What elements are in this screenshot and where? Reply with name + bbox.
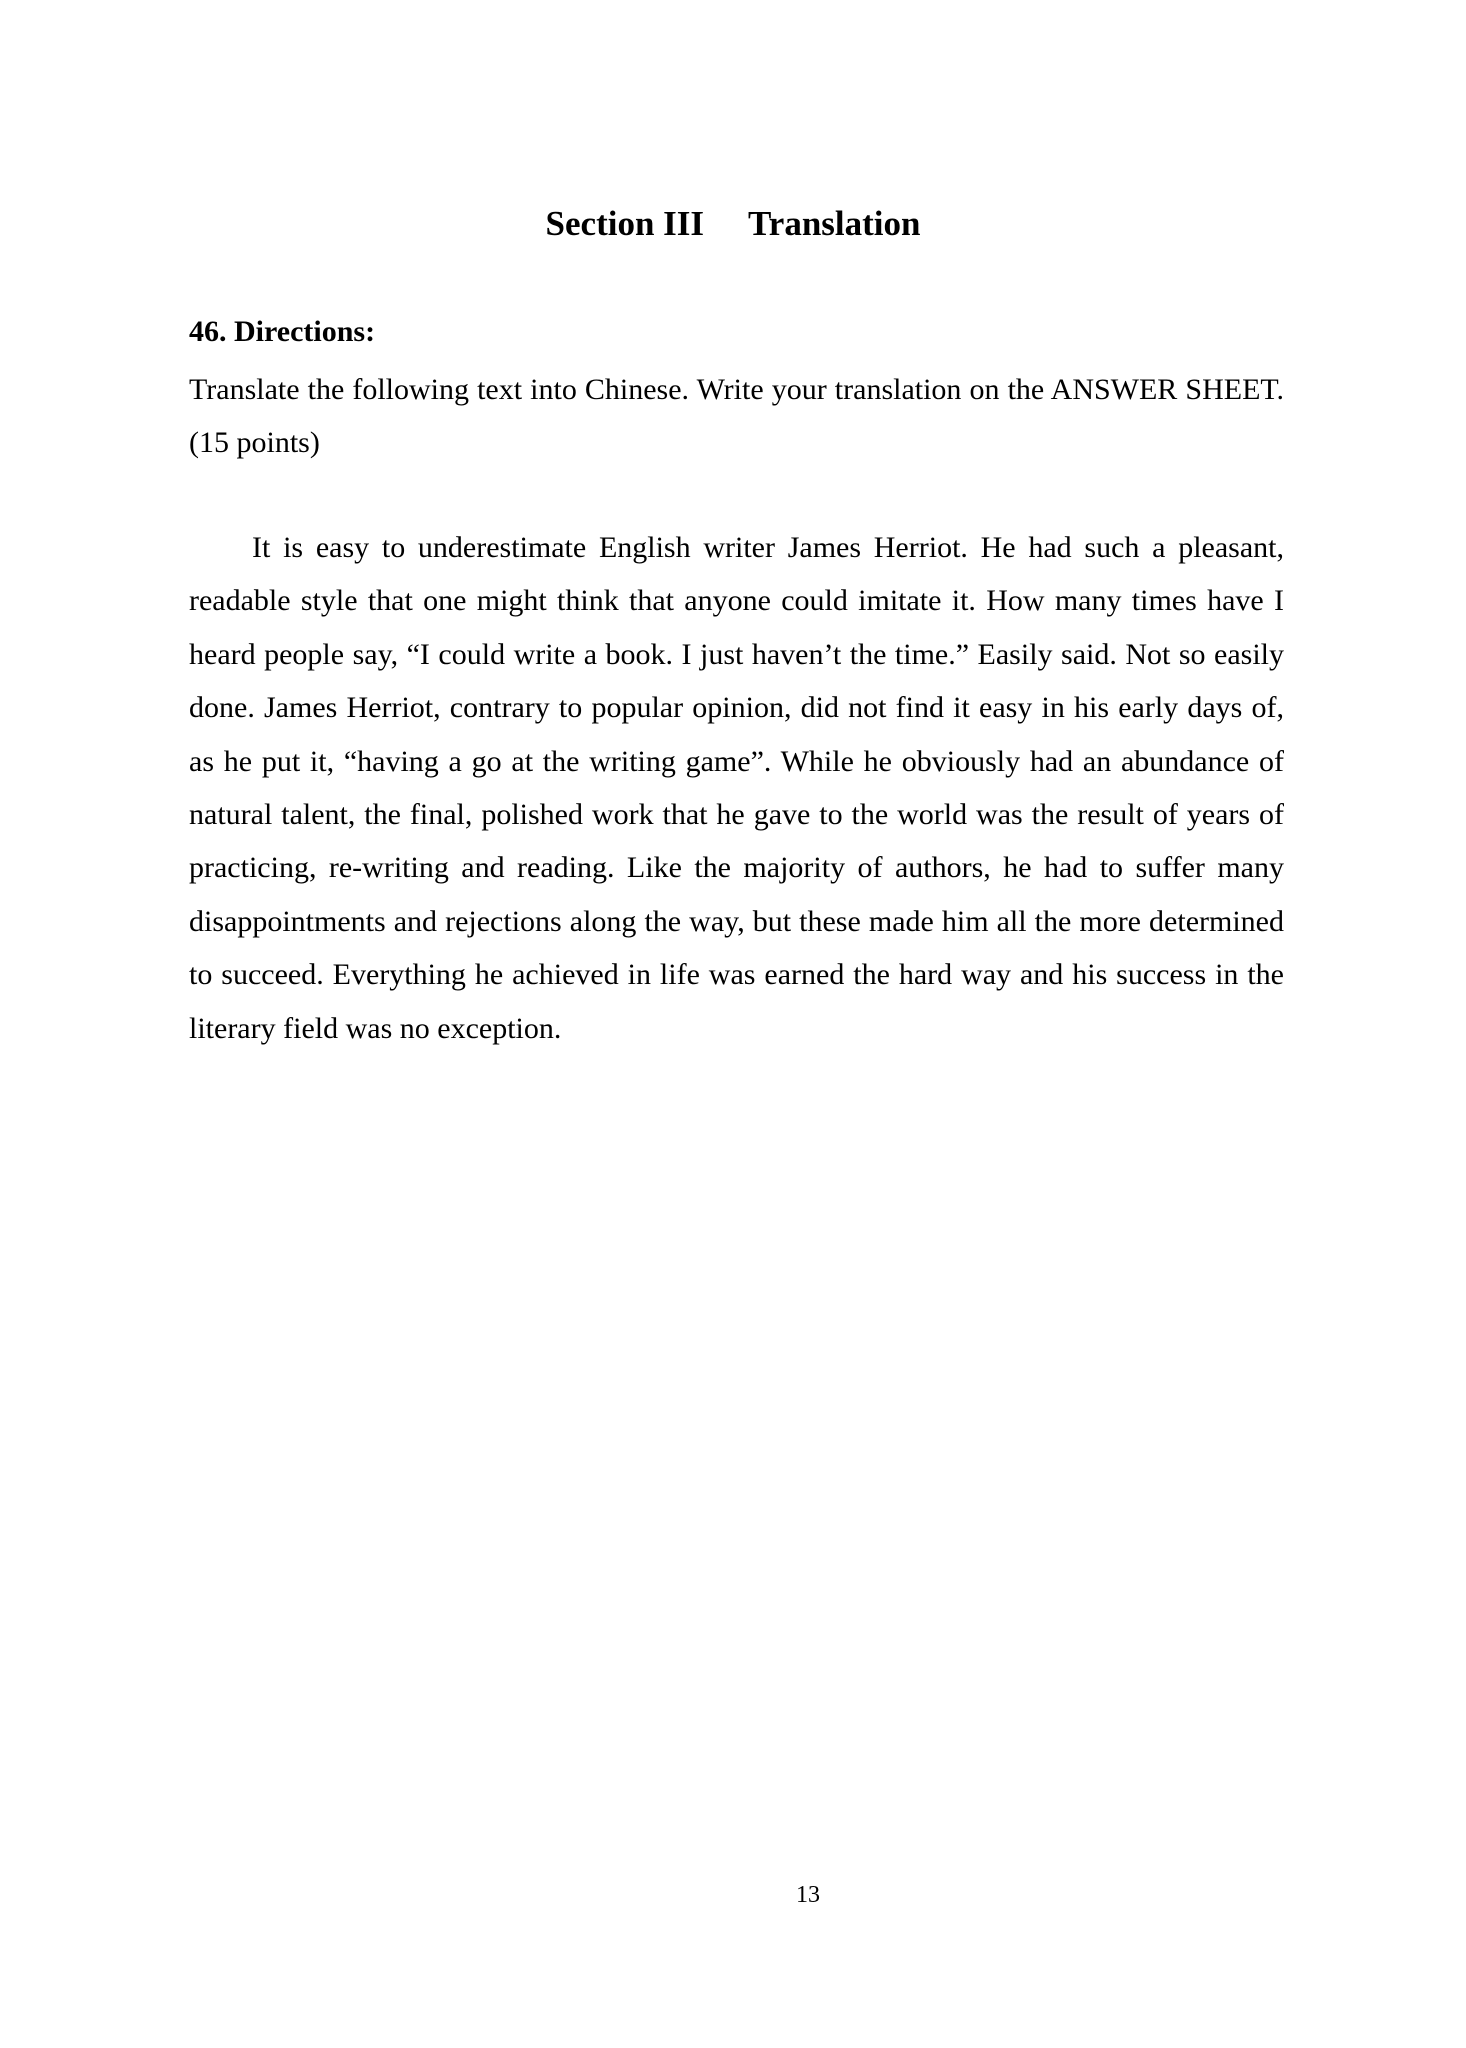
directions-heading: 46. Directions: — [189, 315, 376, 348]
section-number: Section III — [545, 204, 705, 243]
translation-passage: It is easy to underestimate English writer James Herriot. He had such a pleasant, readable style that one might think that anyone could imitate it. How many times have I heard people say, “I could write a book. I just haven’t the time.” Easily said. Not so easily done. James Herriot, contrary to popular opinion, did not find it easy in his early days of, as he put it, “having a go at the writing game”. While he obviously had an abundance of natural talent, the final, polished work that he gave to the world was the result of years of practicing, re-writing and reading. Like the majority of authors, he had to suffer many disappointments and rejections along the way, but these made him all the more determined to succeed. Everything he achieved in life was earned the hard way and his success in the literary field was no exception. — [189, 531, 1284, 1045]
page-number: 13 — [796, 1882, 820, 1908]
directions-text: Translate the following text into Chinese. Write your translation on the ANSWER SHEET. (15 points) — [189, 373, 1284, 459]
section-name: Translation — [748, 204, 921, 243]
section-title — [0, 202, 1466, 246]
